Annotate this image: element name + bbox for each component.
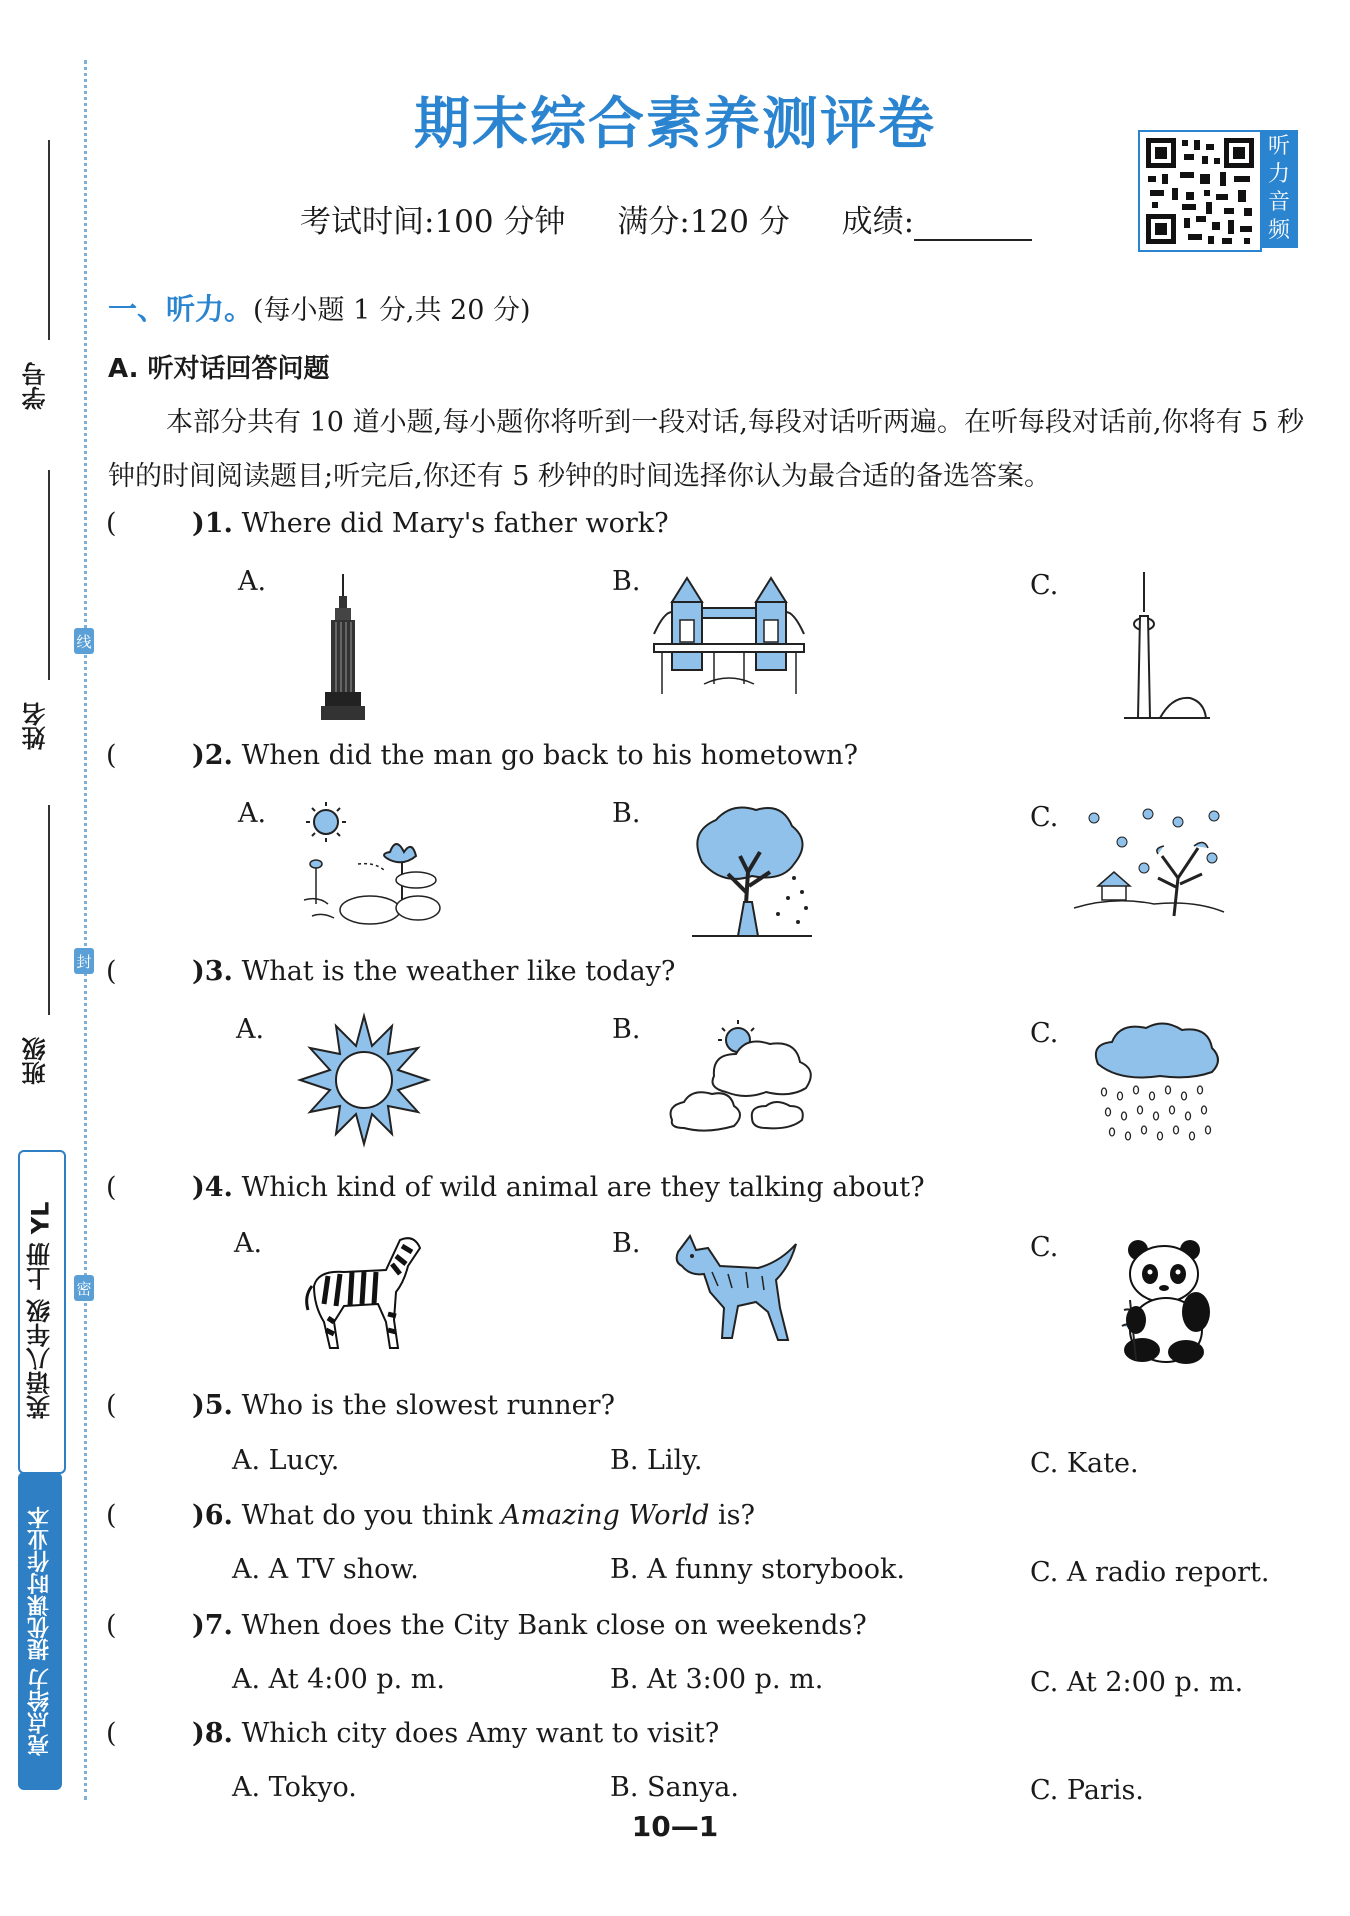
question-1 <box>106 508 669 539</box>
class-blank-line <box>48 805 50 1015</box>
option-b[interactable]: B. <box>612 1014 641 1045</box>
question-text: What do you think <box>241 1500 502 1531</box>
qr-label-char: 力 <box>1267 162 1290 187</box>
option-b[interactable]: B. <box>612 798 641 829</box>
answer-bracket[interactable]: ( <box>106 740 117 771</box>
question-number: )6. <box>192 1500 233 1531</box>
question-number: )8. <box>192 1718 233 1749</box>
question-5 <box>106 1390 615 1421</box>
option-a[interactable]: A. <box>238 566 267 597</box>
option-b[interactable]: B. At 3:00 p. m. <box>610 1664 824 1695</box>
option-c[interactable]: C. A radio report. <box>1030 1557 1270 1588</box>
question-2 <box>106 740 858 771</box>
option-c[interactable]: C. At 2:00 p. m. <box>1030 1667 1244 1698</box>
score-blank[interactable] <box>914 209 1032 241</box>
option-a[interactable]: A. Lucy. <box>232 1445 340 1476</box>
qr-code-icon[interactable] <box>1138 130 1262 252</box>
question-text: Where did Mary's father work? <box>241 508 669 539</box>
id-label: 学号 <box>22 362 50 410</box>
question-text: When does the City Bank close on weekends? <box>241 1610 867 1641</box>
question-text: Which kind of wild animal are they talking about? <box>241 1172 925 1203</box>
question-4 <box>106 1172 925 1203</box>
page-number: 10—1 <box>631 1810 719 1843</box>
option-a[interactable]: A. Tokyo. <box>232 1772 357 1803</box>
program-title: Amazing World <box>501 1500 710 1531</box>
full-score: 满分:120 分 <box>617 204 790 240</box>
option-a[interactable]: A. <box>238 798 267 829</box>
name-label: 姓名 <box>22 702 50 750</box>
answer-bracket[interactable]: ( <box>106 1500 117 1531</box>
option-a[interactable]: A. At 4:00 p. m. <box>232 1664 445 1695</box>
question-number: )7. <box>192 1610 233 1641</box>
zebra-icon <box>304 1230 424 1352</box>
section-title: 一、听力。 <box>108 292 254 326</box>
question-7 <box>106 1610 867 1641</box>
series-label: 亮点给力 提优课时作业本 <box>27 1506 53 1756</box>
question-number: )5. <box>192 1390 233 1421</box>
option-a[interactable]: A. <box>236 1014 265 1045</box>
cut-line <box>84 60 87 1800</box>
question-text-end: is? <box>709 1500 755 1531</box>
id-blank-line <box>48 140 50 340</box>
cut-mark-secret: 密 <box>74 1275 94 1301</box>
option-c[interactable]: C. <box>1030 1232 1059 1263</box>
empire-state-building-icon <box>320 574 366 722</box>
answer-bracket[interactable]: ( <box>106 1610 117 1641</box>
score-label: 成绩: <box>841 204 915 240</box>
exam-time: 考试时间:100 分钟 <box>300 204 566 240</box>
option-b[interactable]: B. <box>612 1228 641 1259</box>
option-a[interactable]: A. <box>234 1228 263 1259</box>
grade-label: 英语八年级 上册 YL <box>26 1201 55 1419</box>
autumn-tree-icon <box>682 802 822 942</box>
option-c[interactable]: C. Kate. <box>1030 1448 1139 1479</box>
cut-mark-line: 线 <box>74 628 94 654</box>
option-b[interactable]: B. Lily. <box>610 1445 703 1476</box>
qr-label-char: 音 <box>1267 190 1290 215</box>
question-text: What is the weather like today? <box>241 956 676 987</box>
part-a-title: A. 听对话回答问题 <box>108 354 330 384</box>
page-title: 期末综合素养测评卷 <box>414 92 936 157</box>
section-heading <box>108 287 531 328</box>
option-c[interactable]: C. Paris. <box>1030 1775 1144 1806</box>
answer-bracket[interactable]: ( <box>106 1390 117 1421</box>
summer-lotus-icon <box>298 800 458 928</box>
cut-mark-seal: 封 <box>74 948 94 974</box>
question-number: )1. <box>192 508 233 539</box>
option-b[interactable]: B. Sanya. <box>610 1772 739 1803</box>
option-c[interactable]: C. <box>1030 570 1059 601</box>
name-blank-line <box>48 470 50 680</box>
tower-bridge-icon <box>654 572 804 698</box>
cn-tower-icon <box>1120 572 1210 722</box>
wolf-icon <box>668 1232 798 1346</box>
answer-bracket[interactable]: ( <box>106 956 117 987</box>
option-c[interactable]: C. <box>1030 802 1059 833</box>
option-b[interactable]: B. A funny storybook. <box>610 1554 905 1585</box>
panda-icon <box>1116 1240 1216 1366</box>
question-8 <box>106 1718 719 1749</box>
answer-bracket[interactable]: ( <box>106 508 117 539</box>
question-text: Who is the slowest runner? <box>241 1390 615 1421</box>
qr-label-char: 听 <box>1267 134 1290 159</box>
option-a[interactable]: A. A TV show. <box>232 1554 419 1585</box>
question-3 <box>106 956 675 987</box>
answer-bracket[interactable]: ( <box>106 1718 117 1749</box>
question-text: Which city does Amy want to visit? <box>241 1718 720 1749</box>
rain-cloud-icon <box>1090 1020 1224 1146</box>
option-b[interactable]: B. <box>612 566 641 597</box>
question-text: When did the man go back to his hometown? <box>241 740 858 771</box>
qr-label-char: 频 <box>1267 218 1290 243</box>
question-number: )2. <box>192 740 233 771</box>
answer-bracket[interactable]: ( <box>106 1172 117 1203</box>
option-c[interactable]: C. <box>1030 1018 1059 1049</box>
class-label: 班级 <box>22 1037 50 1085</box>
instructions: 本部分共有 10 道小题,每小题你将听到一段对话,每段对话听两遍。在听每段对话前,你将有 5 秒钟的时间阅读题目;听完后,你还有 5 秒钟的时间选择你认为最合适的备选答案。 <box>108 407 1304 492</box>
sun-icon <box>300 1016 428 1144</box>
question-number: )4. <box>192 1172 233 1203</box>
section-note: (每小题 1 分,共 20 分) <box>253 295 531 326</box>
exam-info <box>300 196 1074 241</box>
listening-audio-label[interactable] <box>1260 130 1298 248</box>
cloudy-icon <box>666 1018 818 1136</box>
question-6 <box>106 1500 755 1531</box>
winter-snow-icon <box>1074 808 1224 924</box>
question-number: )3. <box>192 956 233 987</box>
